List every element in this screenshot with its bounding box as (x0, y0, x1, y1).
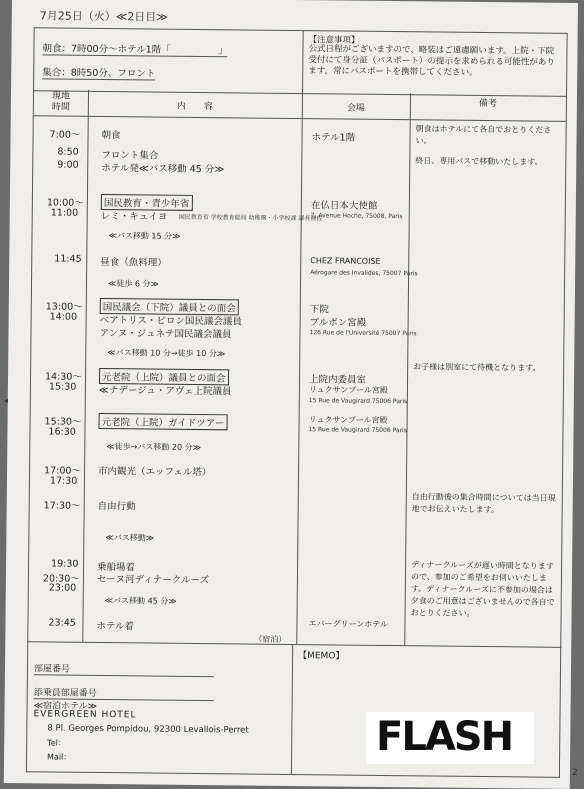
time-cell: 16:30 (48, 426, 76, 438)
content-detail: 国民教育省 学校教育総局 幼稚園・小学校課 課長補佐 (178, 213, 323, 223)
content-cell: 元老院（上院）議員との面会 (99, 368, 229, 385)
venue-cell: リュクサンブール宮殿 (308, 385, 388, 395)
col-divider (82, 90, 89, 642)
assembly-line: 集合：8時50分、フロント (42, 64, 155, 80)
transfer-note: ≪バス移動 15 分≫ (108, 231, 181, 241)
content-cell: ホテル着 (96, 620, 135, 633)
venue-address: 15 Rue de Vaugirard 75006 Paris (308, 426, 407, 435)
hotel-name: EVERGREEN HOTEL (33, 709, 137, 721)
time-cell: 11:45 (54, 253, 82, 265)
header-content: 内 容 (176, 101, 213, 113)
content-cell: 元老院（上院）ガイドツアー (98, 413, 227, 430)
memo-divider (291, 644, 293, 774)
room-number-label: 部屋番号 (34, 661, 214, 677)
time-cell: 15:30 (48, 381, 77, 393)
col-divider (404, 93, 411, 645)
content-cell: ベアトリス・ピロン国民議会議員 (99, 314, 242, 328)
venue-cell: CHEZ FRANCOISE (310, 256, 381, 266)
content-cell: レミ・キュイヨ (100, 210, 168, 223)
header-remarks: 備考 (478, 98, 497, 110)
time-cell: 17:30 (49, 475, 78, 487)
remark-bus: 終日、専用バスで移動いたします。 (415, 156, 543, 167)
header-left (34, 28, 304, 93)
time-cell: 17:00～ (43, 465, 82, 477)
venue-cell: 下院 (309, 304, 329, 316)
table-header-row (34, 89, 566, 122)
venue-address: 126 Rue de l'Université 75007 Paris (309, 329, 417, 338)
venue-cell: ホテル1階 (311, 132, 356, 144)
hotel-label: ≪宿泊ホテル≫ (33, 701, 98, 712)
time-cell: 20:30～ (42, 573, 80, 585)
venue-cell: エバーグリーンホテル (308, 619, 388, 630)
content-cell: 乗船場着 (96, 561, 136, 574)
side-marker-icon: ◂ (4, 396, 9, 405)
time-cell: 19:30 (51, 558, 79, 570)
transfer-note: ≪バス移動≫ (105, 533, 155, 543)
venue-cell: リュクサンブール宮殿 (308, 415, 388, 425)
time-cell: 13:00～ (45, 301, 83, 313)
venue-cell: ブルボン宮殿 (309, 317, 367, 329)
remark-children: お子様は別室にて待機となります。 (413, 362, 541, 373)
content-cell: アンヌ・ジュネテ国民議会議員 (99, 327, 232, 341)
transfer-note: ≪徒歩 6 分≫ (107, 279, 160, 289)
content-cell: 国民議会（下院）議員との面会 (100, 298, 239, 315)
hotel-tel: Tel： (47, 738, 66, 748)
header-box (33, 27, 568, 97)
notice-title: 【注意事項】 (308, 35, 360, 46)
venue-address: 15 Rue de Vaugirard 75006 Paris (308, 397, 408, 406)
content-cell: 昼食（魚料理） (100, 256, 167, 269)
transfer-note: ≪徒歩→バス移動 20 分≫ (106, 442, 202, 453)
lodging-note: （宿泊） (254, 634, 287, 644)
hotel-address: 8 Pl. Georges Pompidou, 92300 Levallois-Perret (47, 723, 249, 736)
memo-label: 【MEMO】 (298, 651, 345, 662)
venue-address: 7, Avenue Hoche, 75008, Paris (310, 212, 403, 221)
remark-cruise: ディナークルーズが遅い時間となりますので、参加のご希望をお伺いいたします。ディナークルーズに不参加の場合は夕食のご用意はございませんので各自でおとりください。 (410, 560, 555, 618)
schedule-table (27, 89, 567, 648)
content-cell: ≪ナデージュ・アヴェ上院議員 (98, 384, 232, 398)
schedule-date: 7月25日（火）≪2日目≫ (39, 9, 168, 24)
transfer-note: ≪バス移動 45 分≫ (104, 596, 177, 606)
page-number: 2 (572, 768, 578, 778)
content-cell: フロント集合 (101, 149, 159, 162)
content-cell: ホテル発≪バス移動 45 分≫ (101, 162, 225, 176)
col-divider (296, 92, 303, 644)
time-cell: 23:45 (48, 617, 76, 629)
hotel-mail: Mail： (47, 752, 72, 762)
content-cell: 市内観光（エッフェル塔） (97, 465, 212, 479)
header-venue: 会場 (346, 103, 365, 114)
content-cell: 国民教育・青少年省 (101, 194, 193, 211)
notice-body: 公式日程がございますので、略装はご遠慮願います。上院・下院受付にて身分証（パスポート）の提示を求められる可能性があります。常にパスポートを携帯してください。 (308, 44, 555, 78)
time-cell: 9:00 (57, 159, 79, 171)
content-cell: セーヌ河ディナークルーズ (96, 573, 210, 587)
time-cell: 17:30～ (43, 500, 81, 512)
transfer-note: ≪バス移動 10 分→徒歩 10 分≫ (107, 348, 226, 359)
document-page (4, 0, 578, 789)
breakfast-line: 朝食：7時00分～ホテル1階「 」 (42, 40, 227, 57)
venue-address: Aérogare des Invalides, 75007 Paris (310, 269, 418, 278)
venue-cell: 上院内委員室 (308, 374, 367, 386)
time-cell: 14:30～ (44, 371, 82, 383)
content-cell: 朝食 (101, 129, 121, 142)
time-cell: 23:00 (48, 582, 77, 594)
time-cell: 8:50 (57, 146, 79, 158)
time-cell: 10:00～ (46, 197, 84, 209)
time-cell: 14:00 (49, 311, 78, 323)
remark-free-time: 自由行動後の集合時間については当日現地でお伝えいたします。 (411, 492, 556, 515)
escort-room-label: 添乗員部屋番号 (34, 685, 214, 701)
content-cell: 自由行動 (97, 500, 136, 513)
time-cell: 7:00～ (49, 129, 81, 141)
header-time: 現地 時間 (51, 91, 71, 113)
time-cell: 11:00 (50, 207, 79, 219)
venue-cell: 在仏日本大使館 (310, 200, 378, 212)
flash-watermark (366, 712, 534, 764)
time-cell: 15:30～ (44, 416, 82, 428)
watermark-text: FLASH (376, 714, 513, 760)
remark-breakfast: 朝食はホテルにて各自でおとりください。 (415, 124, 552, 146)
